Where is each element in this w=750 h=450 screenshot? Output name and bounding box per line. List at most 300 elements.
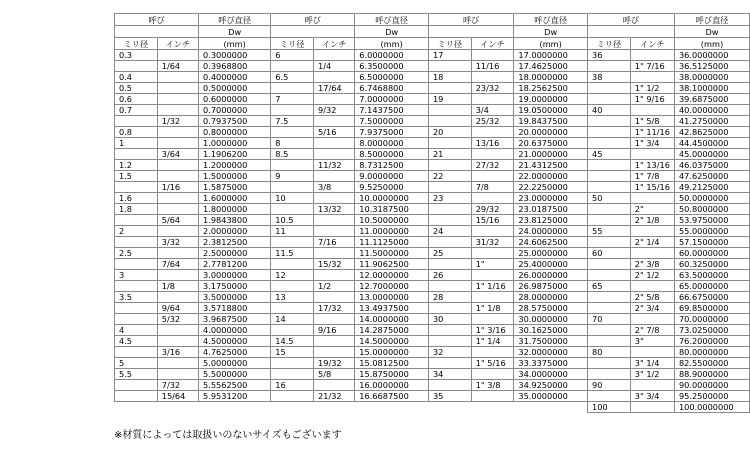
mm-size-cell [588,61,631,72]
header-dw: Dw [199,26,271,38]
table-row [115,336,750,347]
empty-cell [428,402,471,413]
inch-size-cell [630,149,674,160]
table-row-extra [115,402,750,413]
mm-size-cell [271,358,314,369]
inch-size-cell: 3/16 [157,347,198,358]
mm-size-cell: 3.5 [115,292,158,303]
mm-size-cell: 11.5 [271,248,314,259]
mm-size-cell: 70 [588,314,631,325]
mm-size-cell [588,204,631,215]
inch-size-cell: 3/4 [471,105,514,116]
diameter-cell: 28.5750000 [514,303,588,314]
mm-size-cell: 24 [428,226,471,237]
inch-size-cell: 3/32 [157,237,198,248]
inch-size-cell: 9/32 [314,105,355,116]
inch-size-cell: 1" 1/2 [630,83,674,94]
mm-size-cell [428,204,471,215]
mm-size-cell: 40 [588,105,631,116]
diameter-cell: 1.5000000 [199,171,271,182]
inch-size-cell: 2" 1/2 [630,270,674,281]
inch-size-cell: 15/64 [157,391,198,402]
inch-size-cell: 25/32 [471,116,514,127]
header-nominal: 呼び [115,14,199,26]
inch-size-cell: 7/64 [157,259,198,270]
mm-size-cell: 26 [428,270,471,281]
diameter-cell: 14.5000000 [355,336,429,347]
table-row [115,171,750,182]
empty-cell [471,402,514,413]
mm-size-cell [588,259,631,270]
inch-size-cell [314,347,355,358]
table-row [115,303,750,314]
mm-size-cell [588,270,631,281]
mm-size-cell: 65 [588,281,631,292]
diameter-cell: 4.0000000 [199,325,271,336]
diameter-cell: 8.5000000 [355,149,429,160]
diameter-cell: 73.0250000 [674,325,749,336]
inch-size-cell: 3" [630,336,674,347]
inch-size-cell: 31/32 [471,237,514,248]
header-diameter: 呼び直径 [199,14,271,26]
diameter-cell: 13.4937500 [355,303,429,314]
mm-size-cell [115,347,158,358]
footnote: ※材質によっては取扱いのないサイズもございます [114,430,342,441]
header-nominal: 呼び [588,14,675,26]
header-diameter: 呼び直径 [674,14,749,26]
mm-size-cell [428,83,471,94]
table-row [115,61,750,72]
mm-size-cell: 0.5 [115,83,158,94]
diameter-cell: 6.7468800 [355,83,429,94]
inch-size-cell [471,248,514,259]
inch-size-cell [630,248,674,259]
mm-size-cell [428,281,471,292]
inch-size-cell: 2" 3/8 [630,259,674,270]
mm-size-cell [588,83,631,94]
inch-size-cell: 3" 1/4 [630,358,674,369]
diameter-cell: 42.8625000 [674,127,749,138]
table-row [115,204,750,215]
diameter-cell: 70.0000000 [674,314,749,325]
inch-size-cell [314,270,355,281]
mm-size-cell [428,259,471,270]
inch-size-cell: 29/32 [471,204,514,215]
inch-size-cell: 17/64 [314,83,355,94]
diameter-cell: 57.1500000 [674,237,749,248]
table-row [115,138,750,149]
diameter-cell: 23.8125000 [514,215,588,226]
inch-size-cell [157,204,198,215]
empty-cell [514,402,588,413]
empty-cell [199,402,271,413]
inch-size-cell [157,292,198,303]
inch-size-cell [314,116,355,127]
table-row [115,314,750,325]
mm-size-cell: 19 [428,94,471,105]
inch-size-cell: 13/16 [471,138,514,149]
inch-size-cell [630,72,674,83]
diameter-cell: 36.0000000 [674,50,749,61]
inch-size-cell [157,171,198,182]
mm-size-cell [271,182,314,193]
inch-size-cell [157,193,198,204]
diameter-cell: 47.6250000 [674,171,749,182]
mm-size-cell [271,303,314,314]
diameter-cell: 5.5000000 [199,369,271,380]
mm-size-cell: 90 [588,380,631,391]
mm-size-cell: 7 [271,94,314,105]
inch-size-cell [314,193,355,204]
mm-size-cell: 0.7 [115,105,158,116]
mm-size-cell [428,116,471,127]
mm-size-cell: 35 [428,391,471,402]
inch-size-cell: 3" 3/4 [630,391,674,402]
mm-size-cell [588,127,631,138]
inch-size-cell [314,50,355,61]
mm-size-cell [588,116,631,127]
inch-size-cell [630,50,674,61]
mm-size-cell: 25 [428,248,471,259]
inch-size-cell [630,226,674,237]
table-row [115,116,750,127]
table-row [115,149,750,160]
inch-size-cell: 13/32 [314,204,355,215]
diameter-cell: 90.0000000 [674,380,749,391]
inch-size-cell: 7/8 [471,182,514,193]
diameter-cell: 15.0812500 [355,358,429,369]
diameter-cell: 10.3187500 [355,204,429,215]
header-nominal: 呼び [428,14,513,26]
header-mm-size: ミリ径 [428,38,471,50]
mm-size-cell [588,303,631,314]
mm-size-cell: 55 [588,226,631,237]
mm-size-cell: 7.5 [271,116,314,127]
inch-size-cell [157,50,198,61]
diameter-cell: 3.1750000 [199,281,271,292]
mm-size-cell [588,138,631,149]
diameter-cell: 36.5125000 [674,61,749,72]
inch-size-cell [157,138,198,149]
mm-size-cell [588,358,631,369]
mm-size-cell [588,237,631,248]
header-row-2 [115,26,750,38]
diameter-cell: 7.5000000 [355,116,429,127]
header-blank [428,26,513,38]
diameter-cell: 20.6375000 [514,138,588,149]
mm-size-cell [115,61,158,72]
inch-size-cell: 5/16 [314,127,355,138]
mm-size-cell [588,391,631,402]
header-dw: Dw [514,26,588,38]
mm-size-cell [271,160,314,171]
diameter-cell: 46.0375000 [674,160,749,171]
mm-size-cell [428,325,471,336]
diameter-cell: 5.0000000 [199,358,271,369]
mm-size-cell [428,237,471,248]
diameter-cell: 0.3968800 [199,61,271,72]
mm-size-cell [588,171,631,182]
diameter-cell: 39.6875000 [674,94,749,105]
diameter-cell: 7.0000000 [355,94,429,105]
inch-size-cell: 1/4 [314,61,355,72]
diameter-cell: 22.2250000 [514,182,588,193]
diameter-cell: 8.0000000 [355,138,429,149]
diameter-cell: 17.4625000 [514,61,588,72]
inch-size-cell: 1" 11/16 [630,127,674,138]
table-row [115,83,750,94]
header-row-1 [115,14,750,26]
table-row [115,380,750,391]
inch-size-cell: 1" 1/16 [471,281,514,292]
mm-size-cell: 34 [428,369,471,380]
mm-size-cell [115,259,158,270]
diameter-cell: 38.1000000 [674,83,749,94]
mm-size-cell: 13 [271,292,314,303]
inch-size-cell [314,72,355,83]
diameter-cell: 3.0000000 [199,270,271,281]
diameter-cell: 0.3000000 [199,50,271,61]
mm-size-cell [271,204,314,215]
header-row-3 [115,38,750,50]
diameter-cell: 7.9375000 [355,127,429,138]
header-inch: インチ [471,38,514,50]
mm-size-cell [271,105,314,116]
diameter-cell: 9.5250000 [355,182,429,193]
mm-size-cell [588,94,631,105]
inch-size-cell [314,380,355,391]
mm-size-cell [588,369,631,380]
mm-size-cell: 36 [588,50,631,61]
header-mm-size: ミリ径 [271,38,314,50]
header-inch: インチ [630,38,674,50]
mm-size-cell [115,391,158,402]
diameter-cell: 31.7500000 [514,336,588,347]
mm-size-cell: 16 [271,380,314,391]
diameter-cell: 41.2750000 [674,116,749,127]
diameter-cell: 53.9750000 [674,215,749,226]
diameter-cell: 11.9062500 [355,259,429,270]
inch-size-cell: 11/16 [471,61,514,72]
mm-size-cell [588,215,631,226]
table-row [115,347,750,358]
mm-size-cell [271,259,314,270]
inch-size-cell: 1" 5/16 [471,358,514,369]
header-inch: インチ [314,38,355,50]
mm-size-cell: 50 [588,193,631,204]
mm-size-cell [115,380,158,391]
diameter-cell: 88.9000000 [674,369,749,380]
diameter-cell: 3.9687500 [199,314,271,325]
inch-size-cell: 2" 3/4 [630,303,674,314]
table-row [115,182,750,193]
mm-size-cell: 2 [115,226,158,237]
diameter-cell: 0.7937500 [199,116,271,127]
mm-size-cell: 80 [588,347,631,358]
header-dw: Dw [355,26,429,38]
diameter-cell: 5.5562500 [199,380,271,391]
mm-size-cell [428,358,471,369]
inch-size-cell [314,314,355,325]
header-diameter: 呼び直径 [514,14,588,26]
inch-size-cell [157,72,198,83]
mm-size-cell [428,138,471,149]
mm-size-cell [588,182,631,193]
mm-size-cell: 1.8 [115,204,158,215]
mm-size-cell [115,149,158,160]
diameter-cell: 10.0000000 [355,193,429,204]
diameter-cell: 1.8000000 [199,204,271,215]
diameter-cell: 1.2000000 [199,160,271,171]
header-blank [271,26,355,38]
diameter-cell: 3.5000000 [199,292,271,303]
diameter-cell: 18.0000000 [514,72,588,83]
empty-cell [157,402,198,413]
inch-size-cell [314,138,355,149]
mm-size-cell: 15 [271,347,314,358]
inch-size-cell: 9/16 [314,325,355,336]
inch-size-cell [157,160,198,171]
inch-size-cell: 1" 5/8 [630,116,674,127]
inch-size-cell [630,281,674,292]
mm-size-cell: 23 [428,193,471,204]
mm-size-cell [428,303,471,314]
mm-size-cell: 30 [428,314,471,325]
inch-size-cell [471,314,514,325]
empty-cell [115,402,158,413]
inch-size-cell: 1" [471,259,514,270]
mm-size-cell: 0.4 [115,72,158,83]
diameter-cell: 0.5000000 [199,83,271,94]
diameter-cell: 65.0000000 [674,281,749,292]
table-row [115,72,750,83]
table-row [115,369,750,380]
inch-size-cell [314,171,355,182]
inch-size-cell [630,402,674,413]
mm-size-cell: 10.5 [271,215,314,226]
inch-size-cell: 5/32 [157,314,198,325]
table-row [115,292,750,303]
diameter-cell: 25.4000000 [514,259,588,270]
diameter-cell: 9.0000000 [355,171,429,182]
header-diameter: 呼び直径 [355,14,429,26]
mm-size-cell: 5 [115,358,158,369]
diameter-cell: 6.3500000 [355,61,429,72]
mm-size-cell: 100 [588,402,631,413]
mm-size-cell: 28 [428,292,471,303]
diameter-cell: 23.0187500 [514,204,588,215]
table-row [115,193,750,204]
mm-size-cell: 0.8 [115,127,158,138]
diameter-cell: 14.0000000 [355,314,429,325]
diameter-cell: 11.1125000 [355,237,429,248]
diameter-cell: 63.5000000 [674,270,749,281]
inch-size-cell [471,292,514,303]
diameter-cell: 4.5000000 [199,336,271,347]
diameter-cell: 30.1625000 [514,325,588,336]
inch-size-cell [471,127,514,138]
table-row [115,50,750,61]
diameter-cell: 5.9531200 [199,391,271,402]
mm-size-cell: 1 [115,138,158,149]
diameter-cell: 50.8000000 [674,204,749,215]
diameter-cell: 20.0000000 [514,127,588,138]
table-row [115,94,750,105]
empty-cell [314,402,355,413]
header-mm-size: ミリ径 [115,38,158,50]
inch-size-cell: 27/32 [471,160,514,171]
diameter-cell: 7.1437500 [355,105,429,116]
diameter-cell: 50.0000000 [674,193,749,204]
diameter-cell: 80.0000000 [674,347,749,358]
mm-size-cell: 5.5 [115,369,158,380]
inch-size-cell: 3/8 [314,182,355,193]
inch-size-cell [471,226,514,237]
inch-size-cell: 1/16 [157,182,198,193]
mm-size-cell [428,380,471,391]
mm-size-cell [115,215,158,226]
inch-size-cell [157,105,198,116]
inch-size-cell: 1" 1/4 [471,336,514,347]
inch-size-cell [471,347,514,358]
table-row [115,160,750,171]
inch-size-cell: 1" 3/8 [471,380,514,391]
diameter-cell: 26.0000000 [514,270,588,281]
diameter-cell: 16.6687500 [355,391,429,402]
inch-size-cell: 21/32 [314,391,355,402]
mm-size-cell: 8.5 [271,149,314,160]
table-row [115,248,750,259]
table-row [115,237,750,248]
mm-size-cell: 4.5 [115,336,158,347]
inch-size-cell: 2" 1/8 [630,215,674,226]
mm-size-cell [115,281,158,292]
empty-cell [355,402,429,413]
diameter-cell: 15.8750000 [355,369,429,380]
diameter-cell: 2.3812500 [199,237,271,248]
diameter-cell: 11.0000000 [355,226,429,237]
inch-size-cell: 23/32 [471,83,514,94]
table-row [115,215,750,226]
diameter-cell: 69.8500000 [674,303,749,314]
mm-size-cell: 32 [428,347,471,358]
ball-size-table [114,13,750,413]
table-row [115,281,750,292]
diameter-cell: 100.0000000 [674,402,749,413]
table-row [115,259,750,270]
inch-size-cell [471,94,514,105]
inch-size-cell [157,83,198,94]
mm-size-cell [115,303,158,314]
inch-size-cell [314,292,355,303]
mm-size-cell: 0.3 [115,50,158,61]
mm-size-cell [428,160,471,171]
diameter-cell: 15.0000000 [355,347,429,358]
inch-size-cell: 17/32 [314,303,355,314]
mm-size-cell: 8 [271,138,314,149]
diameter-cell: 24.0000000 [514,226,588,237]
diameter-cell: 1.6000000 [199,193,271,204]
inch-size-cell [471,72,514,83]
inch-size-cell: 5/8 [314,369,355,380]
mm-size-cell: 3 [115,270,158,281]
diameter-cell: 0.7000000 [199,105,271,116]
diameter-cell: 10.5000000 [355,215,429,226]
inch-size-cell [630,314,674,325]
inch-size-cell: 2" 7/8 [630,325,674,336]
inch-size-cell: 1/64 [157,61,198,72]
diameter-cell: 45.0000000 [674,149,749,160]
